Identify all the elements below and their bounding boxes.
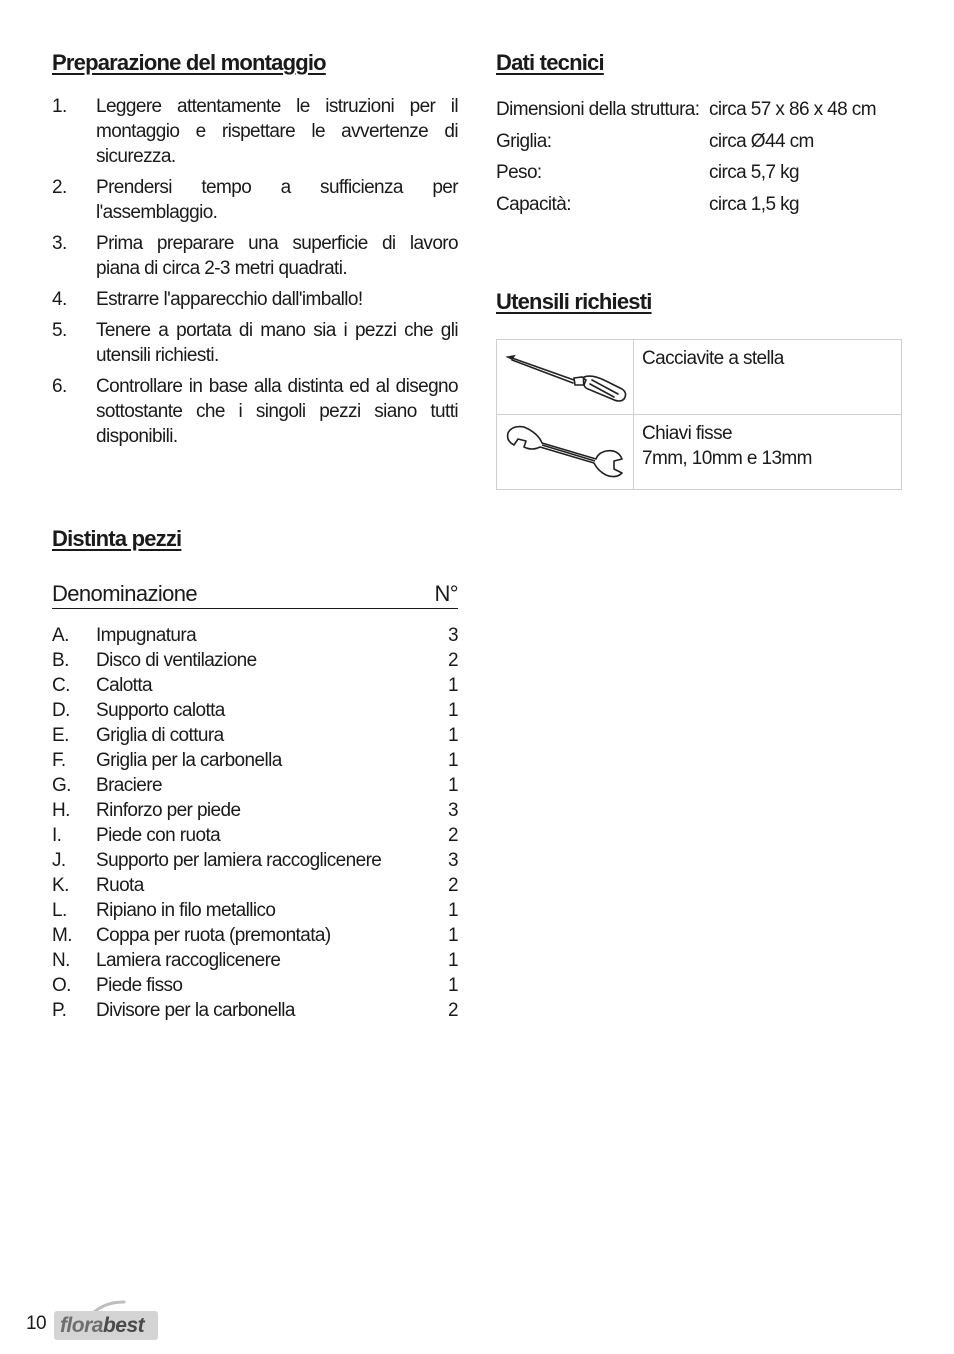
spec-row (496, 126, 902, 158)
part-letter: O. (52, 975, 71, 996)
parts-section (52, 524, 458, 1023)
part-name: Griglia per la carbonella (96, 750, 282, 771)
part-row (52, 723, 458, 748)
part-letter: I. (52, 825, 62, 846)
part-letter: B. (52, 650, 69, 671)
part-letter: L. (52, 900, 67, 921)
part-row (52, 948, 458, 973)
part-qty: 1 (448, 675, 458, 696)
part-row (52, 823, 458, 848)
step-item (52, 175, 458, 225)
part-qty: 1 (448, 975, 458, 996)
tool-text (634, 340, 901, 414)
page-footer (26, 1300, 158, 1340)
part-letter: H. (52, 800, 70, 821)
tools-table (496, 339, 902, 490)
part-letter: A. (52, 625, 69, 646)
part-name: Supporto calotta (96, 700, 225, 721)
part-letter: N. (52, 950, 70, 971)
part-name: Lamiera raccoglicenere (96, 950, 281, 971)
part-name: Piede con ruota (96, 825, 221, 846)
step-text: Controllare in base alla distinta ed al disegno sottostante che i singoli pezzi siano tutti disponibili. (96, 376, 458, 447)
part-qty: 2 (448, 1000, 458, 1021)
part-row (52, 898, 458, 923)
part-name: Braciere (96, 775, 162, 796)
part-letter: G. (52, 775, 71, 796)
parts-list (52, 623, 458, 1023)
logo-wordmark (54, 1311, 158, 1340)
part-row (52, 973, 458, 998)
prep-section (52, 48, 458, 455)
part-letter: D. (52, 700, 70, 721)
part-name: Disco di ventilazione (96, 650, 257, 671)
part-qty: 3 (448, 800, 458, 821)
parts-col-qty: N° (434, 581, 458, 606)
florabest-logo (54, 1300, 158, 1340)
tool-text (634, 415, 901, 489)
part-qty: 1 (448, 700, 458, 721)
part-name: Divisore per la carbonella (96, 1000, 295, 1021)
spec-row (496, 189, 902, 221)
tool-row (497, 340, 901, 414)
part-name: Piede fisso (96, 975, 183, 996)
parts-title: Distinta pezzi (52, 526, 182, 551)
parts-header (52, 580, 458, 609)
part-qty: 3 (448, 850, 458, 871)
tool-sublabel: 7mm, 10mm e 13mm (642, 448, 812, 469)
part-name: Ruota (96, 875, 144, 896)
page-number: 10 (26, 1313, 46, 1334)
specs-section (496, 48, 902, 490)
part-name: Impugnatura (96, 625, 197, 646)
part-name: Calotta (96, 675, 153, 696)
part-name: Coppa per ruota (premontata) (96, 925, 331, 946)
part-qty: 1 (448, 750, 458, 771)
spec-key: Griglia: (496, 130, 552, 152)
part-qty: 1 (448, 925, 458, 946)
part-qty: 1 (448, 725, 458, 746)
part-letter: J. (52, 850, 66, 871)
spec-key: Capacità: (496, 193, 571, 215)
part-row (52, 673, 458, 698)
part-letter: C. (52, 675, 70, 696)
step-number: 2. (52, 177, 67, 198)
step-item (52, 287, 458, 312)
step-number: 6. (52, 376, 67, 397)
part-qty: 1 (448, 950, 458, 971)
part-qty: 3 (448, 625, 458, 646)
spec-value: circa Ø44 cm (709, 130, 814, 152)
specs-table (496, 94, 902, 220)
part-row (52, 873, 458, 898)
part-name: Ripiano in filo metallico (96, 900, 276, 921)
step-text: Prendersi tempo a sufficienza per l'assemblaggio. (96, 177, 458, 223)
spec-key: Peso: (496, 162, 542, 183)
step-text: Leggere attentamente le istruzioni per il montaggio e rispettare le avvertenze di sicurezza. (96, 96, 458, 167)
step-item (52, 318, 458, 368)
step-item (52, 231, 458, 281)
tool-label: Chiavi fisse (642, 423, 732, 444)
specs-title: Dati tecnici (496, 50, 604, 75)
screwdriver-icon (497, 340, 634, 414)
logo-part-flora: flora (59, 1313, 103, 1337)
step-text: Estrarre l'apparecchio dall'imballo! (96, 289, 363, 310)
part-row (52, 848, 458, 873)
part-name: Supporto per lamiera raccoglicenere (96, 850, 382, 871)
tool-label: Cacciavite a stella (642, 348, 784, 369)
part-row (52, 773, 458, 798)
part-letter: P. (52, 1000, 67, 1021)
part-qty: 1 (448, 775, 458, 796)
part-qty: 2 (448, 650, 458, 671)
step-text: Prima preparare una superficie di lavoro piana di circa 2-3 metri quadrati. (96, 233, 458, 279)
step-item (52, 374, 458, 449)
part-letter: F. (52, 750, 66, 771)
spec-row (496, 157, 902, 189)
part-row (52, 648, 458, 673)
part-row (52, 998, 458, 1023)
prep-title: Preparazione del montaggio (52, 50, 326, 75)
tool-row (497, 414, 901, 489)
step-text: Tenere a portata di mano sia i pezzi che gli utensili richiesti. (96, 320, 458, 366)
wrench-icon (497, 415, 634, 489)
part-name: Rinforzo per piede (96, 800, 241, 821)
part-qty: 2 (448, 825, 458, 846)
tools-title: Utensili richiesti (496, 289, 652, 314)
part-row (52, 923, 458, 948)
part-row (52, 798, 458, 823)
part-name: Griglia di cottura (96, 725, 224, 746)
part-row (52, 748, 458, 773)
spec-key: Dimensioni della struttura: (496, 99, 700, 120)
prep-steps (52, 94, 458, 449)
spec-value: circa 57 x 86 x 48 cm (709, 99, 876, 120)
part-letter: E. (52, 725, 69, 746)
parts-col-name: Denominazione (52, 581, 198, 606)
part-qty: 2 (448, 875, 458, 896)
step-item (52, 94, 458, 169)
spec-value: circa 5,7 kg (709, 162, 799, 183)
step-number: 1. (52, 96, 67, 117)
part-letter: M. (52, 925, 72, 946)
step-number: 3. (52, 233, 67, 254)
part-row (52, 698, 458, 723)
part-qty: 1 (448, 900, 458, 921)
part-letter: K. (52, 875, 69, 896)
step-number: 4. (52, 289, 67, 310)
spec-value: circa 1,5 kg (709, 193, 799, 215)
spec-row (496, 94, 902, 126)
logo-part-best: best (102, 1313, 145, 1337)
part-row (52, 623, 458, 648)
step-number: 5. (52, 320, 67, 341)
